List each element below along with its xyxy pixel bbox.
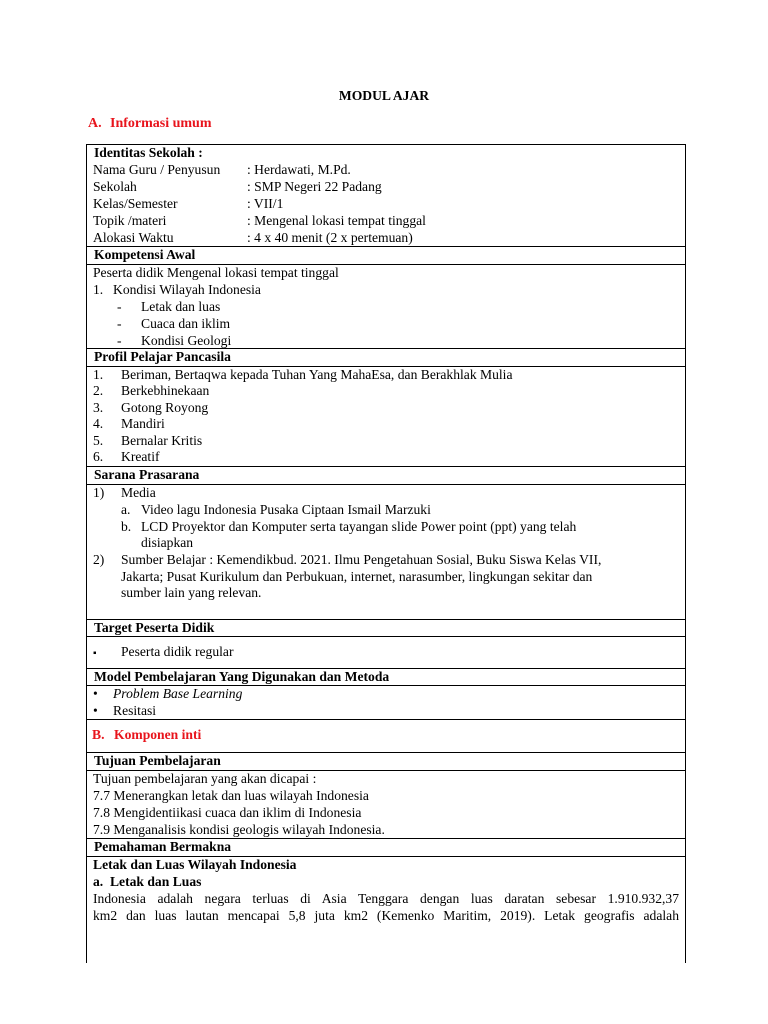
list-number: 4.: [93, 416, 104, 431]
sarana-sumber: [93, 552, 601, 568]
row-divider: [87, 484, 685, 485]
sarana-header: Sarana Prasarana: [94, 467, 200, 482]
tujuan-line: 7.8 Mengidentiikasi cuaca dan iklim di Indonesia: [93, 805, 362, 820]
identitas-row: [93, 162, 351, 178]
target-item-text: Peserta didik regular: [121, 644, 234, 659]
sarana-media-a-text: Video lagu Indonesia Pusaka Ciptaan Ismail Marzuki: [141, 502, 431, 517]
list-number: 3.: [93, 400, 104, 415]
identitas-value: : Mengenal lokasi tempat tinggal: [247, 213, 426, 228]
identitas-label: Topik /materi: [93, 213, 167, 228]
profil-item-text: Kreatif: [121, 449, 160, 464]
identitas-row: [93, 213, 426, 229]
sarana-sumber-cont: sumber lain yang relevan.: [121, 585, 262, 600]
identitas-row: [93, 179, 382, 195]
tujuan-line: Tujuan pembelajaran yang akan dicapai :: [93, 771, 317, 786]
list-number: 1.: [93, 282, 104, 297]
section-b-heading: [92, 727, 201, 743]
list-number: 6.: [93, 449, 104, 464]
model-item-text: Problem Base Learning: [113, 686, 243, 701]
sarana-media-a: [121, 502, 431, 518]
kompetensi-item: [93, 282, 261, 298]
dot-bullet: •: [93, 703, 98, 718]
list-number: 2): [93, 552, 105, 567]
sarana-sumber-cont: Jakarta; Pusat Kurikulum dan Perbukuan, internet, narasumber, lingkungan sekitar dan: [121, 569, 593, 584]
profil-item-text: Gotong Royong: [121, 400, 209, 415]
document-title: MODUL AJAR: [338, 88, 430, 103]
identitas-value: : SMP Negeri 22 Padang: [247, 179, 382, 194]
profil-item-text: Berkebhinekaan: [121, 383, 210, 398]
section-a-title: Informasi umum: [110, 116, 212, 131]
list-letter: a.: [121, 502, 131, 517]
pemahaman-paragraph-line: Indonesia adalah negara terluas di Asia Tenggara dengan luas daratan sebesar 1.910.932,37: [93, 891, 679, 906]
model-item-text: Resitasi: [113, 703, 157, 718]
list-number: 2.: [93, 383, 104, 398]
profil-header: Profil Pelajar Pancasila: [94, 349, 231, 364]
kompetensi-subitem: [117, 316, 230, 332]
dash-bullet: -: [117, 333, 122, 348]
sarana-media-b: [121, 519, 576, 535]
model-item: [93, 703, 156, 719]
tujuan-header: Tujuan Pembelajaran: [94, 753, 221, 768]
target-header: Target Peserta Didik: [94, 620, 215, 635]
identitas-header: Identitas Sekolah :: [94, 145, 203, 160]
identitas-value: : Herdawati, M.Pd.: [247, 162, 351, 177]
target-item: [93, 644, 234, 662]
subitem-text: Letak dan luas: [141, 299, 221, 314]
row-divider: [87, 719, 685, 720]
pemahaman-sub-a: a. Letak dan Luas: [93, 874, 202, 889]
kompetensi-header: Kompetensi Awal: [94, 247, 196, 262]
tujuan-line: 7.7 Menerangkan letak dan luas wilayah Indonesia: [93, 788, 369, 803]
profil-item: [93, 433, 202, 449]
model-header: Model Pembelajaran Yang Digunakan dan Metoda: [94, 669, 390, 684]
profil-item: [93, 383, 209, 399]
section-b-letter: B.: [92, 727, 105, 742]
identitas-value: : VII/1: [247, 196, 284, 211]
identitas-value: : 4 x 40 menit (2 x pertemuan): [247, 230, 413, 245]
row-divider: [87, 636, 685, 637]
profil-item-text: Beriman, Bertaqwa kepada Tuhan Yang MahaEsa, dan Berakhlak Mulia: [121, 367, 513, 382]
identitas-row: [93, 230, 413, 246]
subitem-text: Kondisi Geologi: [141, 333, 232, 348]
square-bullet: ▪: [93, 648, 97, 659]
dash-bullet: -: [117, 316, 122, 331]
profil-item: [93, 367, 513, 383]
subitem-text: Cuaca dan iklim: [141, 316, 231, 331]
kompetensi-item-text: Kondisi Wilayah Indonesia: [113, 282, 261, 297]
sarana-media-b-cont: disiapkan: [141, 535, 194, 550]
sarana-sumber-text: Sumber Belajar : Kemendikbud. 2021. Ilmu Pengetahuan Sosial, Buku Siswa Kelas VII,: [121, 552, 602, 567]
tujuan-line: 7.9 Menganalisis kondisi geologis wilayah Indonesia.: [93, 822, 385, 837]
sarana-media: [93, 485, 156, 501]
list-letter: b.: [121, 519, 132, 534]
pemahaman-header: Pemahaman Bermakna: [94, 839, 232, 854]
profil-item-text: Bernalar Kritis: [121, 433, 203, 448]
kompetensi-subitem: [117, 299, 220, 315]
identitas-row: [93, 196, 283, 212]
list-number: 1.: [93, 367, 104, 382]
list-number: 1): [93, 485, 105, 500]
pemahaman-subheader: Letak dan Luas Wilayah Indonesia: [93, 857, 297, 872]
identitas-label: Alokasi Waktu: [93, 230, 174, 245]
model-item: [93, 686, 242, 702]
sarana-media-text: Media: [121, 485, 156, 500]
profil-item: [93, 449, 160, 465]
kompetensi-subitem: [117, 333, 231, 349]
profil-item-text: Mandiri: [121, 416, 165, 431]
kompetensi-intro: Peserta didik Mengenal lokasi tempat tinggal: [93, 265, 339, 280]
dot-bullet: •: [93, 686, 98, 701]
profil-item: [93, 416, 165, 432]
profil-item: [93, 400, 208, 416]
identitas-label: Kelas/Semester: [93, 196, 178, 211]
identitas-label: Sekolah: [93, 179, 137, 194]
dash-bullet: -: [117, 299, 122, 314]
identitas-label: Nama Guru / Penyusun: [93, 162, 221, 177]
section-b-title: Komponen inti: [114, 727, 202, 742]
list-number: 5.: [93, 433, 104, 448]
section-a-heading: [88, 116, 212, 132]
section-a-letter: A.: [88, 116, 102, 131]
pemahaman-paragraph-line: km2 dan luas lautan mencapai 5,8 juta km2 (Kemenko Maritim, 2019). Letak geografis adalah: [93, 908, 679, 923]
sarana-media-b-text: LCD Proyektor dan Komputer serta tayangan slide Power point (ppt) yang telah: [141, 519, 577, 534]
info-table: [86, 144, 686, 963]
